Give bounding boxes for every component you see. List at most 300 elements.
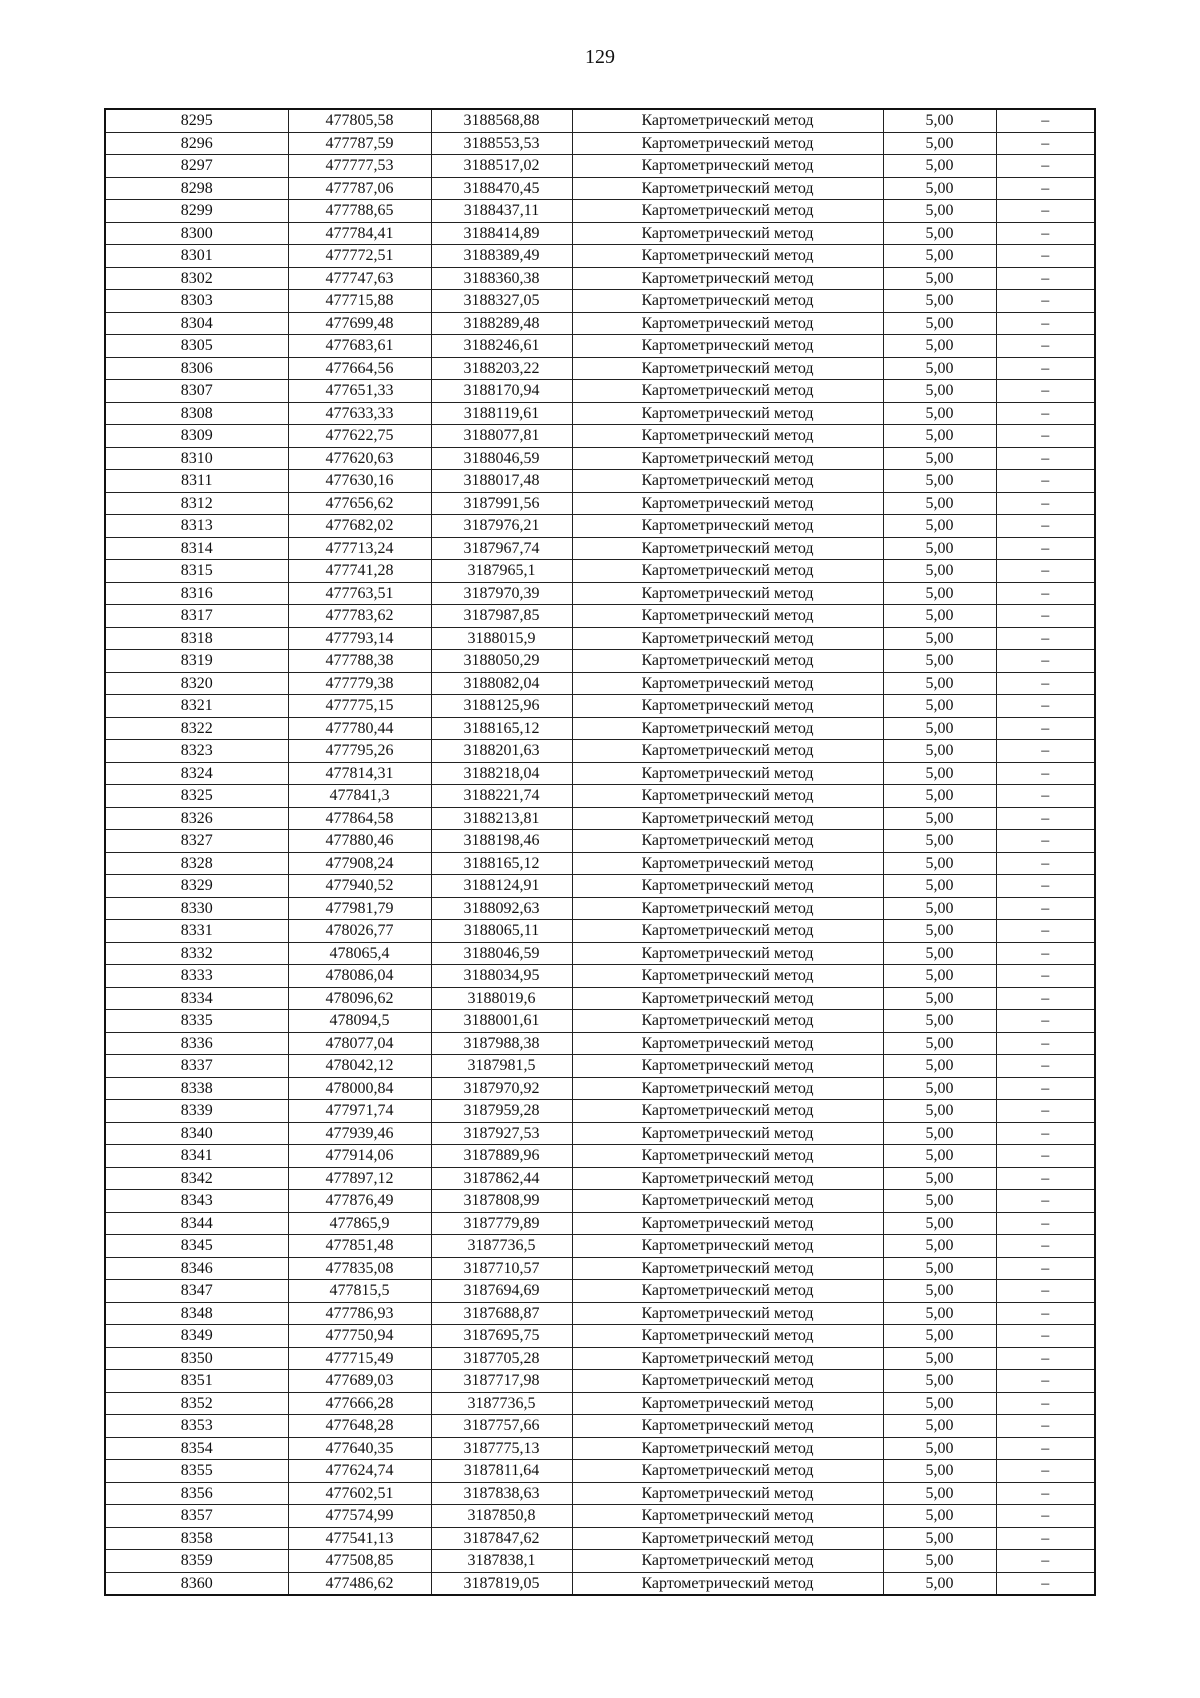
y-coordinate-cell: 3187811,64	[431, 1460, 572, 1483]
description-cell: –	[996, 605, 1095, 628]
accuracy-cell: 5,00	[883, 1302, 996, 1325]
table-row	[105, 942, 1095, 965]
description-cell: –	[996, 515, 1095, 538]
method-cell: Картометрический метод	[572, 627, 883, 650]
method-cell: Картометрический метод	[572, 402, 883, 425]
x-coordinate-cell: 477630,16	[288, 470, 431, 493]
x-coordinate-cell: 477939,46	[288, 1122, 431, 1145]
y-coordinate-cell: 3187819,05	[431, 1572, 572, 1595]
point-number-cell: 8351	[105, 1370, 288, 1393]
method-cell: Картометрический метод	[572, 695, 883, 718]
point-number-cell: 8347	[105, 1280, 288, 1303]
y-coordinate-cell: 3188246,61	[431, 335, 572, 358]
method-cell: Картометрический метод	[572, 762, 883, 785]
description-cell: –	[996, 1190, 1095, 1213]
y-coordinate-cell: 3188437,11	[431, 200, 572, 223]
method-cell: Картометрический метод	[572, 515, 883, 538]
method-cell: Картометрический метод	[572, 920, 883, 943]
x-coordinate-cell: 477640,35	[288, 1437, 431, 1460]
method-cell: Картометрический метод	[572, 1392, 883, 1415]
x-coordinate-cell: 477971,74	[288, 1100, 431, 1123]
y-coordinate-cell: 3187987,85	[431, 605, 572, 628]
y-coordinate-cell: 3187847,62	[431, 1527, 572, 1550]
method-cell: Картометрический метод	[572, 155, 883, 178]
x-coordinate-cell: 477876,49	[288, 1190, 431, 1213]
y-coordinate-cell: 3188218,04	[431, 762, 572, 785]
x-coordinate-cell: 477651,33	[288, 380, 431, 403]
description-cell: –	[996, 1077, 1095, 1100]
description-cell: –	[996, 717, 1095, 740]
method-cell: Картометрический метод	[572, 312, 883, 335]
page-number: 129	[585, 46, 615, 68]
point-number-cell: 8318	[105, 627, 288, 650]
y-coordinate-cell: 3188119,61	[431, 402, 572, 425]
accuracy-cell: 5,00	[883, 1280, 996, 1303]
method-cell: Картометрический метод	[572, 1280, 883, 1303]
accuracy-cell: 5,00	[883, 222, 996, 245]
y-coordinate-cell: 3187710,57	[431, 1257, 572, 1280]
x-coordinate-cell: 477624,74	[288, 1460, 431, 1483]
x-coordinate-cell: 477666,28	[288, 1392, 431, 1415]
description-cell: –	[996, 537, 1095, 560]
method-cell: Картометрический метод	[572, 470, 883, 493]
description-cell: –	[996, 785, 1095, 808]
x-coordinate-cell: 477699,48	[288, 312, 431, 335]
description-cell: –	[996, 1032, 1095, 1055]
method-cell: Картометрический метод	[572, 492, 883, 515]
table-row	[105, 627, 1095, 650]
description-cell: –	[996, 425, 1095, 448]
accuracy-cell: 5,00	[883, 1550, 996, 1573]
table-row	[105, 875, 1095, 898]
accuracy-cell: 5,00	[883, 650, 996, 673]
method-cell: Картометрический метод	[572, 1122, 883, 1145]
description-cell: –	[996, 1572, 1095, 1595]
accuracy-cell: 5,00	[883, 425, 996, 448]
x-coordinate-cell: 477747,63	[288, 267, 431, 290]
y-coordinate-cell: 3187959,28	[431, 1100, 572, 1123]
table-row	[105, 425, 1095, 448]
method-cell: Картометрический метод	[572, 717, 883, 740]
method-cell: Картометрический метод	[572, 447, 883, 470]
x-coordinate-cell: 477805,58	[288, 109, 431, 132]
method-cell: Картометрический метод	[572, 537, 883, 560]
table-row	[105, 447, 1095, 470]
description-cell: –	[996, 155, 1095, 178]
description-cell: –	[996, 1100, 1095, 1123]
accuracy-cell: 5,00	[883, 1415, 996, 1438]
table-row	[105, 1572, 1095, 1595]
accuracy-cell: 5,00	[883, 560, 996, 583]
accuracy-cell: 5,00	[883, 1077, 996, 1100]
accuracy-cell: 5,00	[883, 470, 996, 493]
method-cell: Картометрический метод	[572, 740, 883, 763]
table-row	[105, 1122, 1095, 1145]
point-number-cell: 8354	[105, 1437, 288, 1460]
accuracy-cell: 5,00	[883, 1370, 996, 1393]
point-number-cell: 8342	[105, 1167, 288, 1190]
table-row	[105, 1437, 1095, 1460]
table-row	[105, 155, 1095, 178]
point-number-cell: 8317	[105, 605, 288, 628]
method-cell: Картометрический метод	[572, 582, 883, 605]
description-cell: –	[996, 402, 1095, 425]
y-coordinate-cell: 3188289,48	[431, 312, 572, 335]
table-row	[105, 1167, 1095, 1190]
method-cell: Картометрический метод	[572, 1370, 883, 1393]
x-coordinate-cell: 478026,77	[288, 920, 431, 943]
point-number-cell: 8353	[105, 1415, 288, 1438]
table-row	[105, 177, 1095, 200]
description-cell: –	[996, 1437, 1095, 1460]
y-coordinate-cell: 3187736,5	[431, 1392, 572, 1415]
table-row	[105, 897, 1095, 920]
y-coordinate-cell: 3188568,88	[431, 109, 572, 132]
point-number-cell: 8322	[105, 717, 288, 740]
y-coordinate-cell: 3187970,39	[431, 582, 572, 605]
y-coordinate-cell: 3187717,98	[431, 1370, 572, 1393]
y-coordinate-cell: 3187779,89	[431, 1212, 572, 1235]
accuracy-cell: 5,00	[883, 245, 996, 268]
description-cell: –	[996, 1280, 1095, 1303]
point-number-cell: 8343	[105, 1190, 288, 1213]
accuracy-cell: 5,00	[883, 402, 996, 425]
table-row	[105, 1010, 1095, 1033]
point-number-cell: 8313	[105, 515, 288, 538]
point-number-cell: 8352	[105, 1392, 288, 1415]
point-number-cell: 8330	[105, 897, 288, 920]
method-cell: Картометрический метод	[572, 1100, 883, 1123]
method-cell: Картометрический метод	[572, 1077, 883, 1100]
x-coordinate-cell: 477772,51	[288, 245, 431, 268]
y-coordinate-cell: 3188125,96	[431, 695, 572, 718]
method-cell: Картометрический метод	[572, 1145, 883, 1168]
y-coordinate-cell: 3188019,6	[431, 987, 572, 1010]
table-row	[105, 1415, 1095, 1438]
method-cell: Картометрический метод	[572, 1257, 883, 1280]
x-coordinate-cell: 477656,62	[288, 492, 431, 515]
method-cell: Картометрический метод	[572, 1550, 883, 1573]
method-cell: Картометрический метод	[572, 335, 883, 358]
y-coordinate-cell: 3188470,45	[431, 177, 572, 200]
y-coordinate-cell: 3187981,5	[431, 1055, 572, 1078]
description-cell: –	[996, 1460, 1095, 1483]
description-cell: –	[996, 965, 1095, 988]
x-coordinate-cell: 477689,03	[288, 1370, 431, 1393]
method-cell: Картометрический метод	[572, 1167, 883, 1190]
accuracy-cell: 5,00	[883, 627, 996, 650]
accuracy-cell: 5,00	[883, 717, 996, 740]
point-number-cell: 8320	[105, 672, 288, 695]
y-coordinate-cell: 3187695,75	[431, 1325, 572, 1348]
description-cell: –	[996, 1257, 1095, 1280]
accuracy-cell: 5,00	[883, 447, 996, 470]
accuracy-cell: 5,00	[883, 830, 996, 853]
point-number-cell: 8327	[105, 830, 288, 853]
y-coordinate-cell: 3187838,1	[431, 1550, 572, 1573]
point-number-cell: 8295	[105, 109, 288, 132]
table-row	[105, 267, 1095, 290]
point-number-cell: 8345	[105, 1235, 288, 1258]
point-number-cell: 8308	[105, 402, 288, 425]
y-coordinate-cell: 3188034,95	[431, 965, 572, 988]
point-number-cell: 8338	[105, 1077, 288, 1100]
x-coordinate-cell: 478065,4	[288, 942, 431, 965]
x-coordinate-cell: 477864,58	[288, 807, 431, 830]
x-coordinate-cell: 477763,51	[288, 582, 431, 605]
point-number-cell: 8302	[105, 267, 288, 290]
method-cell: Картометрический метод	[572, 1482, 883, 1505]
table-row	[105, 492, 1095, 515]
accuracy-cell: 5,00	[883, 1122, 996, 1145]
point-number-cell: 8325	[105, 785, 288, 808]
x-coordinate-cell: 477648,28	[288, 1415, 431, 1438]
y-coordinate-cell: 3187705,28	[431, 1347, 572, 1370]
point-number-cell: 8312	[105, 492, 288, 515]
point-number-cell: 8360	[105, 1572, 288, 1595]
description-cell: –	[996, 177, 1095, 200]
point-number-cell: 8344	[105, 1212, 288, 1235]
method-cell: Картометрический метод	[572, 1032, 883, 1055]
y-coordinate-cell: 3188050,29	[431, 650, 572, 673]
x-coordinate-cell: 477787,59	[288, 132, 431, 155]
description-cell: –	[996, 1347, 1095, 1370]
point-number-cell: 8309	[105, 425, 288, 448]
x-coordinate-cell: 477775,15	[288, 695, 431, 718]
y-coordinate-cell: 3188001,61	[431, 1010, 572, 1033]
point-number-cell: 8332	[105, 942, 288, 965]
point-number-cell: 8321	[105, 695, 288, 718]
table-row	[105, 560, 1095, 583]
x-coordinate-cell: 477783,62	[288, 605, 431, 628]
y-coordinate-cell: 3187757,66	[431, 1415, 572, 1438]
description-cell: –	[996, 1302, 1095, 1325]
x-coordinate-cell: 477787,06	[288, 177, 431, 200]
table-row	[105, 1392, 1095, 1415]
x-coordinate-cell: 477750,94	[288, 1325, 431, 1348]
x-coordinate-cell: 477602,51	[288, 1482, 431, 1505]
method-cell: Картометрический метод	[572, 1527, 883, 1550]
x-coordinate-cell: 478086,04	[288, 965, 431, 988]
method-cell: Картометрический метод	[572, 1572, 883, 1595]
accuracy-cell: 5,00	[883, 132, 996, 155]
description-cell: –	[996, 1550, 1095, 1573]
y-coordinate-cell: 3188077,81	[431, 425, 572, 448]
description-cell: –	[996, 920, 1095, 943]
method-cell: Картометрический метод	[572, 830, 883, 853]
y-coordinate-cell: 3188165,12	[431, 717, 572, 740]
y-coordinate-cell: 3187862,44	[431, 1167, 572, 1190]
y-coordinate-cell: 3188389,49	[431, 245, 572, 268]
accuracy-cell: 5,00	[883, 492, 996, 515]
table-row	[105, 1032, 1095, 1055]
method-cell: Картометрический метод	[572, 245, 883, 268]
x-coordinate-cell: 477981,79	[288, 897, 431, 920]
table-row	[105, 650, 1095, 673]
method-cell: Картометрический метод	[572, 380, 883, 403]
description-cell: –	[996, 987, 1095, 1010]
point-number-cell: 8331	[105, 920, 288, 943]
description-cell: –	[996, 109, 1095, 132]
method-cell: Картометрический метод	[572, 109, 883, 132]
description-cell: –	[996, 582, 1095, 605]
point-number-cell: 8336	[105, 1032, 288, 1055]
y-coordinate-cell: 3188414,89	[431, 222, 572, 245]
point-number-cell: 8339	[105, 1100, 288, 1123]
point-number-cell: 8299	[105, 200, 288, 223]
point-number-cell: 8335	[105, 1010, 288, 1033]
y-coordinate-cell: 3187967,74	[431, 537, 572, 560]
point-number-cell: 8310	[105, 447, 288, 470]
y-coordinate-cell: 3187965,1	[431, 560, 572, 583]
point-number-cell: 8314	[105, 537, 288, 560]
accuracy-cell: 5,00	[883, 1100, 996, 1123]
accuracy-cell: 5,00	[883, 1460, 996, 1483]
x-coordinate-cell: 477779,38	[288, 672, 431, 695]
method-cell: Картометрический метод	[572, 1415, 883, 1438]
method-cell: Картометрический метод	[572, 1302, 883, 1325]
method-cell: Картометрический метод	[572, 650, 883, 673]
description-cell: –	[996, 1235, 1095, 1258]
accuracy-cell: 5,00	[883, 605, 996, 628]
x-coordinate-cell: 477622,75	[288, 425, 431, 448]
point-number-cell: 8355	[105, 1460, 288, 1483]
accuracy-cell: 5,00	[883, 987, 996, 1010]
y-coordinate-cell: 3187775,13	[431, 1437, 572, 1460]
accuracy-cell: 5,00	[883, 1235, 996, 1258]
accuracy-cell: 5,00	[883, 762, 996, 785]
accuracy-cell: 5,00	[883, 109, 996, 132]
y-coordinate-cell: 3188198,46	[431, 830, 572, 853]
point-number-cell: 8340	[105, 1122, 288, 1145]
point-number-cell: 8341	[105, 1145, 288, 1168]
y-coordinate-cell: 3188203,22	[431, 357, 572, 380]
point-number-cell: 8350	[105, 1347, 288, 1370]
table-row	[105, 717, 1095, 740]
y-coordinate-cell: 3187808,99	[431, 1190, 572, 1213]
table-row	[105, 740, 1095, 763]
table-row	[105, 222, 1095, 245]
y-coordinate-cell: 3187889,96	[431, 1145, 572, 1168]
y-coordinate-cell: 3187970,92	[431, 1077, 572, 1100]
x-coordinate-cell: 477786,93	[288, 1302, 431, 1325]
x-coordinate-cell: 477841,3	[288, 785, 431, 808]
accuracy-cell: 5,00	[883, 1482, 996, 1505]
y-coordinate-cell: 3187850,8	[431, 1505, 572, 1528]
x-coordinate-cell: 477683,61	[288, 335, 431, 358]
table-row	[105, 200, 1095, 223]
x-coordinate-cell: 477715,88	[288, 290, 431, 313]
y-coordinate-cell: 3188517,02	[431, 155, 572, 178]
y-coordinate-cell: 3188201,63	[431, 740, 572, 763]
x-coordinate-cell: 477777,53	[288, 155, 431, 178]
table-row	[105, 830, 1095, 853]
accuracy-cell: 5,00	[883, 357, 996, 380]
description-cell: –	[996, 200, 1095, 223]
accuracy-cell: 5,00	[883, 672, 996, 695]
method-cell: Картометрический метод	[572, 785, 883, 808]
method-cell: Картометрический метод	[572, 1347, 883, 1370]
description-cell: –	[996, 290, 1095, 313]
description-cell: –	[996, 1415, 1095, 1438]
table-row	[105, 109, 1095, 132]
table-row	[105, 1505, 1095, 1528]
x-coordinate-cell: 477880,46	[288, 830, 431, 853]
method-cell: Картометрический метод	[572, 672, 883, 695]
x-coordinate-cell: 478094,5	[288, 1010, 431, 1033]
x-coordinate-cell: 477865,9	[288, 1212, 431, 1235]
point-number-cell: 8305	[105, 335, 288, 358]
x-coordinate-cell: 477715,49	[288, 1347, 431, 1370]
accuracy-cell: 5,00	[883, 312, 996, 335]
table-row	[105, 807, 1095, 830]
description-cell: –	[996, 1482, 1095, 1505]
method-cell: Картометрический метод	[572, 1055, 883, 1078]
accuracy-cell: 5,00	[883, 1527, 996, 1550]
description-cell: –	[996, 875, 1095, 898]
table-row	[105, 1482, 1095, 1505]
accuracy-cell: 5,00	[883, 1325, 996, 1348]
description-cell: –	[996, 245, 1095, 268]
point-number-cell: 8334	[105, 987, 288, 1010]
table-row	[105, 1280, 1095, 1303]
table-row	[105, 1190, 1095, 1213]
description-cell: –	[996, 1505, 1095, 1528]
y-coordinate-cell: 3188092,63	[431, 897, 572, 920]
accuracy-cell: 5,00	[883, 852, 996, 875]
y-coordinate-cell: 3188124,91	[431, 875, 572, 898]
method-cell: Картометрический метод	[572, 1190, 883, 1213]
x-coordinate-cell: 477620,63	[288, 447, 431, 470]
y-coordinate-cell: 3188065,11	[431, 920, 572, 943]
x-coordinate-cell: 478042,12	[288, 1055, 431, 1078]
table-row	[105, 357, 1095, 380]
table-row	[105, 852, 1095, 875]
description-cell: –	[996, 1527, 1095, 1550]
y-coordinate-cell: 3187976,21	[431, 515, 572, 538]
description-cell: –	[996, 222, 1095, 245]
x-coordinate-cell: 477814,31	[288, 762, 431, 785]
table-row	[105, 335, 1095, 358]
method-cell: Картометрический метод	[572, 1010, 883, 1033]
table-row	[105, 132, 1095, 155]
description-cell: –	[996, 627, 1095, 650]
accuracy-cell: 5,00	[883, 1010, 996, 1033]
description-cell: –	[996, 695, 1095, 718]
y-coordinate-cell: 3188327,05	[431, 290, 572, 313]
description-cell: –	[996, 807, 1095, 830]
method-cell: Картометрический метод	[572, 560, 883, 583]
accuracy-cell: 5,00	[883, 537, 996, 560]
accuracy-cell: 5,00	[883, 1145, 996, 1168]
description-cell: –	[996, 1010, 1095, 1033]
accuracy-cell: 5,00	[883, 1167, 996, 1190]
method-cell: Картометрический метод	[572, 1235, 883, 1258]
method-cell: Картометрический метод	[572, 267, 883, 290]
table-row	[105, 537, 1095, 560]
table-row	[105, 1145, 1095, 1168]
point-number-cell: 8304	[105, 312, 288, 335]
description-cell: –	[996, 762, 1095, 785]
x-coordinate-cell: 477897,12	[288, 1167, 431, 1190]
table-row	[105, 987, 1095, 1010]
y-coordinate-cell: 3188017,48	[431, 470, 572, 493]
point-number-cell: 8326	[105, 807, 288, 830]
x-coordinate-cell: 477682,02	[288, 515, 431, 538]
method-cell: Картометрический метод	[572, 132, 883, 155]
x-coordinate-cell: 477574,99	[288, 1505, 431, 1528]
description-cell: –	[996, 1167, 1095, 1190]
